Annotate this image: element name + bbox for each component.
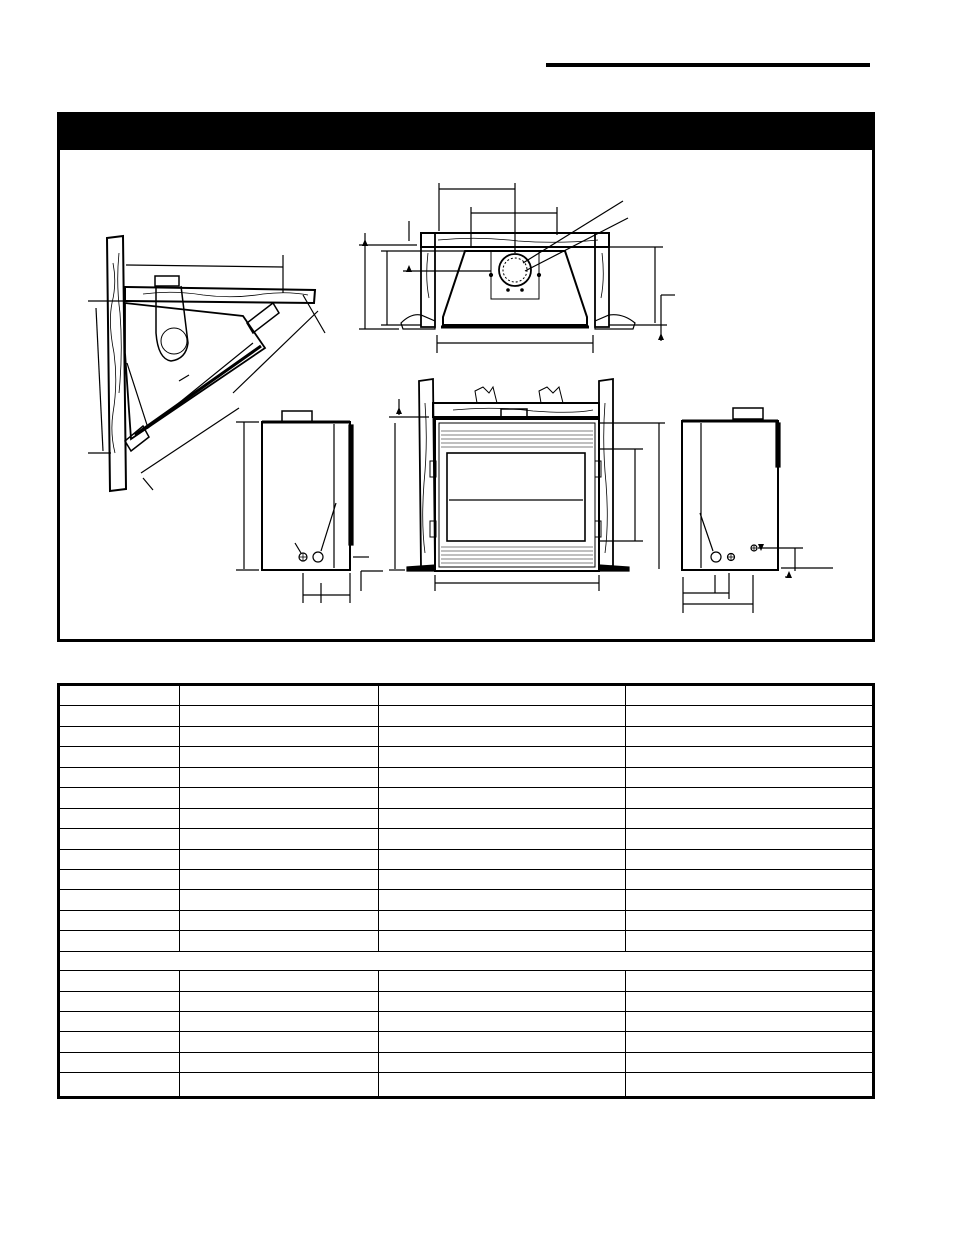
table-cell (180, 747, 379, 767)
table-header-row (59, 685, 874, 706)
table-cell (626, 1073, 874, 1098)
table-row (59, 788, 874, 808)
table-cell (379, 747, 626, 767)
table-cell (59, 910, 180, 930)
left-side-view (236, 411, 383, 603)
table-cell (379, 1012, 626, 1032)
table-cell (626, 788, 874, 808)
table-cell (379, 706, 626, 726)
corner-install-view (88, 236, 325, 491)
table-cell (180, 685, 379, 706)
table-cell (59, 767, 180, 787)
dimensions-table (57, 683, 875, 1099)
table-cell (59, 931, 180, 951)
table-cell (626, 991, 874, 1011)
table-section-row (59, 951, 874, 970)
table-row (59, 910, 874, 930)
table-row (59, 1073, 874, 1098)
table-cell (626, 1012, 874, 1032)
table-cell (59, 849, 180, 869)
table-cell (180, 869, 379, 889)
table-cell (59, 685, 180, 706)
table-cell (379, 726, 626, 746)
table-cell (180, 726, 379, 746)
table-cell (59, 971, 180, 991)
table-row (59, 849, 874, 869)
header-rule (546, 63, 870, 67)
table-cell (379, 1032, 626, 1052)
table-cell (379, 971, 626, 991)
table-cell (180, 1012, 379, 1032)
table-cell (180, 931, 379, 951)
table-cell (626, 1052, 874, 1072)
table-cell (626, 931, 874, 951)
table-cell (626, 1032, 874, 1052)
table-cell (379, 808, 626, 828)
table-cell (180, 971, 379, 991)
table-row (59, 1012, 874, 1032)
table-row (59, 1052, 874, 1072)
table-cell (59, 788, 180, 808)
table-row (59, 706, 874, 726)
right-side-view (682, 408, 833, 613)
table-cell (626, 910, 874, 930)
table-cell (626, 706, 874, 726)
table-cell (59, 1032, 180, 1052)
table-cell (59, 869, 180, 889)
table-cell (180, 1052, 379, 1072)
table-cell (379, 1052, 626, 1072)
table-cell (626, 849, 874, 869)
table-cell (379, 1073, 626, 1098)
table-cell (59, 706, 180, 726)
table-cell (180, 706, 379, 726)
table-cell (59, 829, 180, 849)
table-cell (626, 726, 874, 746)
table-cell (626, 890, 874, 910)
table-cell (180, 1032, 379, 1052)
table-cell (626, 747, 874, 767)
table-cell (379, 991, 626, 1011)
table-cell (59, 747, 180, 767)
table-row (59, 808, 874, 828)
table-cell (59, 808, 180, 828)
table-cell (180, 767, 379, 787)
table-cell (379, 849, 626, 869)
table-cell (180, 890, 379, 910)
table-row (59, 747, 874, 767)
table-cell (379, 931, 626, 951)
table-cell (379, 788, 626, 808)
table-cell (379, 869, 626, 889)
table-cell (626, 829, 874, 849)
table-cell (59, 1073, 180, 1098)
table-cell (379, 767, 626, 787)
table-cell (180, 808, 379, 828)
table-cell (626, 808, 874, 828)
table-row (59, 971, 874, 991)
table-cell (379, 910, 626, 930)
dimensions-figure-frame (57, 112, 875, 642)
table-cell (59, 890, 180, 910)
table-cell (59, 991, 180, 1011)
table-cell (626, 971, 874, 991)
table-cell (626, 685, 874, 706)
table-row (59, 767, 874, 787)
table-cell (626, 767, 874, 787)
table-row (59, 869, 874, 889)
fireplace-dimension-drawing (60, 115, 872, 639)
table-row (59, 829, 874, 849)
table-cell (379, 829, 626, 849)
table-cell (379, 685, 626, 706)
table-cell (180, 991, 379, 1011)
table-cell (59, 1052, 180, 1072)
table-row (59, 931, 874, 951)
top-plan-view (359, 183, 675, 353)
table-row (59, 1032, 874, 1052)
table-row (59, 991, 874, 1011)
front-view (389, 379, 665, 591)
table-cell (180, 788, 379, 808)
table-cell (59, 1012, 180, 1032)
table-cell (180, 849, 379, 869)
table-cell (180, 910, 379, 930)
table-row (59, 890, 874, 910)
table-cell (180, 1073, 379, 1098)
table-row (59, 726, 874, 746)
table-cell (180, 829, 379, 849)
table-cell (626, 869, 874, 889)
table-cell (379, 890, 626, 910)
table-section-cell (59, 951, 874, 970)
table-cell (59, 726, 180, 746)
